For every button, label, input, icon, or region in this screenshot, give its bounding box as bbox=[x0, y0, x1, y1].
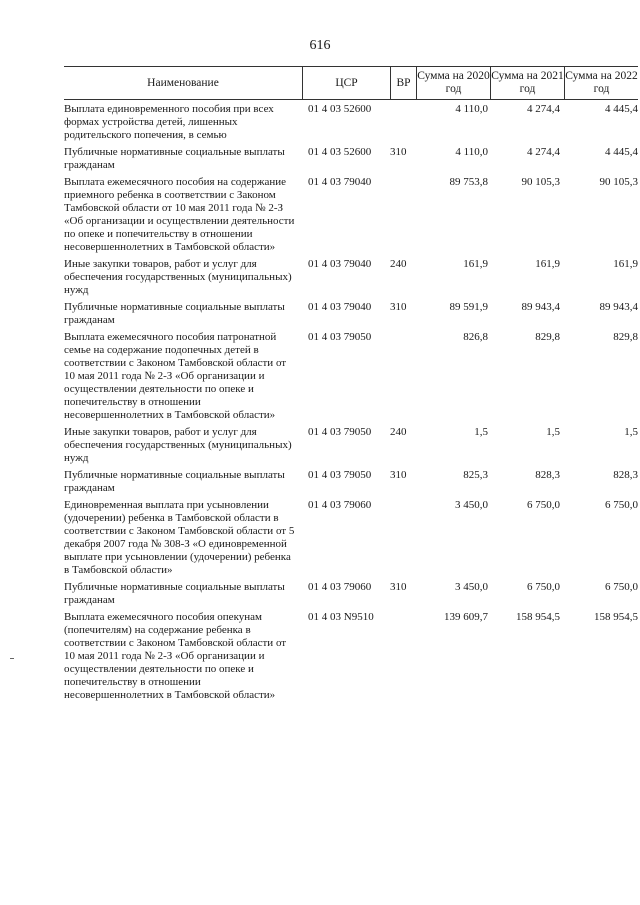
row-amount-2021: 4 274,4 bbox=[527, 146, 560, 158]
row-name: Публичные нормативные социальные выплаты гражданам bbox=[64, 301, 285, 326]
row-name: Иные закупки товаров, работ и услуг для обеспечения государственных (муниципальных) нужд bbox=[64, 426, 292, 464]
row-amount-2022: 1,5 bbox=[624, 426, 638, 438]
row-amount-2020: 826,8 bbox=[463, 331, 488, 343]
row-amount-2022: 6 750,0 bbox=[605, 581, 638, 593]
row-csr: 01 4 03 79050 bbox=[308, 331, 372, 343]
row-amount-2020: 1,5 bbox=[474, 426, 488, 438]
table-row bbox=[64, 611, 638, 702]
row-amount-2021: 1,5 bbox=[546, 426, 560, 438]
row-vr: 240 bbox=[390, 258, 407, 270]
row-amount-2020: 4 110,0 bbox=[455, 146, 488, 158]
row-vr: 240 bbox=[390, 426, 407, 438]
header-name: Наименование bbox=[147, 76, 219, 89]
row-amount-2020: 89 753,8 bbox=[449, 176, 488, 188]
row-amount-2022: 161,9 bbox=[613, 258, 638, 270]
row-amount-2022: 158 954,5 bbox=[594, 611, 638, 623]
row-amount-2020: 3 450,0 bbox=[455, 581, 488, 593]
row-amount-2020: 139 609,7 bbox=[444, 611, 488, 623]
page-number: 616 bbox=[309, 38, 331, 53]
row-amount-2021: 4 274,4 bbox=[527, 103, 560, 115]
table-row bbox=[64, 499, 638, 577]
row-amount-2021: 828,3 bbox=[535, 469, 560, 481]
row-vr bbox=[390, 499, 416, 577]
row-amount-2020: 3 450,0 bbox=[455, 499, 488, 511]
header-year-2020: Сумма на 2020 год bbox=[416, 67, 490, 99]
row-name: Единовременная выплата при усыновлении (удочерении) ребенка в Тамбовской области в соответствии с Законом Тамбовской области от 5 декабря 2007 года № 308-З «О единовременной выплате при усыновлении (удочерении) ребенка в Тамбовской области» bbox=[64, 499, 295, 576]
row-amount-2021: 158 954,5 bbox=[516, 611, 560, 623]
row-name: Публичные нормативные социальные выплаты гражданам bbox=[64, 146, 285, 171]
margin-mark bbox=[10, 658, 14, 659]
row-amount-2022: 89 943,4 bbox=[599, 301, 638, 313]
table-row bbox=[64, 581, 638, 607]
row-vr bbox=[390, 103, 416, 142]
row-amount-2022: 90 105,3 bbox=[599, 176, 638, 188]
table-header bbox=[64, 66, 638, 100]
row-amount-2022: 829,8 bbox=[613, 331, 638, 343]
header-year-2021: Сумма на 2021 год bbox=[490, 67, 564, 99]
row-csr: 01 4 03 79040 bbox=[308, 176, 372, 188]
row-name: Выплата ежемесячного пособия опекунам (попечителям) на содержание ребенка в соответствии с Законом Тамбовской области от 10 мая 2011 года № 2-З «Об организации и осуществлении деятельности по опеке и попечительству в отношении несовершеннолетних в Тамбовской области» bbox=[64, 611, 287, 701]
table-row bbox=[64, 258, 638, 297]
row-csr: 01 4 03 52600 bbox=[308, 103, 372, 115]
row-amount-2020: 89 591,9 bbox=[449, 301, 488, 313]
table-row bbox=[64, 469, 638, 495]
row-amount-2022: 6 750,0 bbox=[605, 499, 638, 511]
row-amount-2021: 829,8 bbox=[535, 331, 560, 343]
row-amount-2022: 828,3 bbox=[613, 469, 638, 481]
row-csr: 01 4 03 N9510 bbox=[308, 611, 374, 623]
row-csr: 01 4 03 79040 bbox=[308, 258, 372, 270]
row-vr: 310 bbox=[390, 581, 407, 593]
row-csr: 01 4 03 52600 bbox=[308, 146, 372, 158]
row-csr: 01 4 03 79050 bbox=[308, 426, 372, 438]
row-amount-2020: 825,3 bbox=[463, 469, 488, 481]
table-row bbox=[64, 426, 638, 465]
row-csr: 01 4 03 79050 bbox=[308, 469, 372, 481]
table-row bbox=[64, 176, 638, 254]
header-csr: ЦСР bbox=[302, 67, 390, 99]
row-vr: 310 bbox=[390, 301, 407, 313]
row-name: Публичные нормативные социальные выплаты гражданам bbox=[64, 581, 285, 606]
row-vr: 310 bbox=[390, 146, 407, 158]
table-row bbox=[64, 146, 638, 172]
row-vr: 310 bbox=[390, 469, 407, 481]
row-name: Выплата единовременного пособия при всех формах устройства детей, лишенных родительского попечения, в семью bbox=[64, 103, 274, 141]
row-name: Публичные нормативные социальные выплаты гражданам bbox=[64, 469, 285, 494]
row-vr bbox=[390, 611, 416, 702]
row-name: Выплата ежемесячного пособия патронатной семье на содержание подопечных детей в соответствии с Законом Тамбовской области от 10 мая 2011 года № 2-З «Об организации и осуществлении деятельности по опеке и попечительству в отношении несовершеннолетних в Тамбовской области» bbox=[64, 331, 287, 421]
row-csr: 01 4 03 79060 bbox=[308, 499, 372, 511]
table-row bbox=[64, 301, 638, 327]
header-vr: ВР bbox=[390, 67, 416, 99]
table-row bbox=[64, 103, 638, 142]
row-name: Выплата ежемесячного пособия на содержание приемного ребенка в соответствии с Законом Тамбовской области от 10 мая 2011 года № 2-З «Об организации и осуществлении деятельности по опеке и попечительству в отношении несовершеннолетних в Тамбовской области» bbox=[64, 176, 295, 253]
row-amount-2021: 161,9 bbox=[535, 258, 560, 270]
row-name: Иные закупки товаров, работ и услуг для обеспечения государственных (муниципальных) нужд bbox=[64, 258, 292, 296]
row-amount-2021: 89 943,4 bbox=[521, 301, 560, 313]
row-amount-2021: 90 105,3 bbox=[521, 176, 560, 188]
header-year-2022: Сумма на 2022 год bbox=[564, 67, 638, 99]
row-amount-2021: 6 750,0 bbox=[527, 581, 560, 593]
row-amount-2020: 161,9 bbox=[463, 258, 488, 270]
table-body bbox=[64, 103, 638, 702]
row-amount-2022: 4 445,4 bbox=[605, 103, 638, 115]
row-amount-2022: 4 445,4 bbox=[605, 146, 638, 158]
row-amount-2020: 4 110,0 bbox=[455, 103, 488, 115]
row-vr bbox=[390, 176, 416, 254]
budget-table bbox=[64, 66, 638, 706]
row-vr bbox=[390, 331, 416, 422]
row-amount-2021: 6 750,0 bbox=[527, 499, 560, 511]
row-csr: 01 4 03 79040 bbox=[308, 301, 372, 313]
row-csr: 01 4 03 79060 bbox=[308, 581, 372, 593]
table-row bbox=[64, 331, 638, 422]
